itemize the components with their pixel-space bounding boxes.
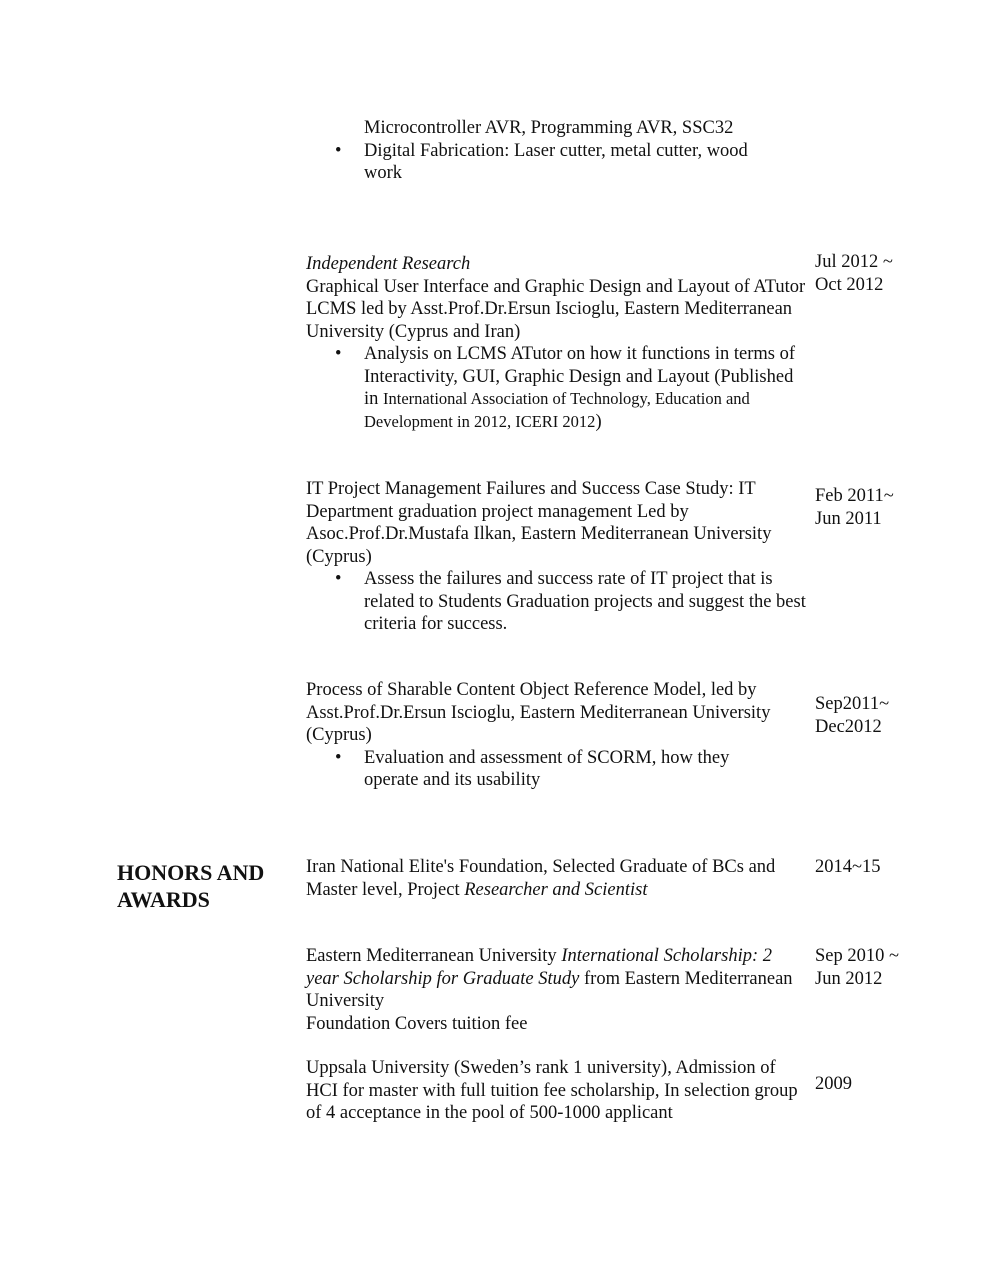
list-item: • Analysis on LCMS ATutor on how it functions in terms of Interactivity, GUI, Graphic Design and Layout (Published in International Association of Technology, Education and Development in 2012, ICERI 2012) — [335, 344, 796, 432]
research-entry — [306, 478, 806, 636]
entry-date: Sep 2010 ~ Jun 2012 — [815, 946, 900, 989]
entry-date: Feb 2011~ Jun 2011 — [815, 486, 894, 529]
award-entry: Uppsala University (Sweden’s rank 1 university), Admission of HCI for master with full tuition fee scholarship, In selection group of 4 acceptance in the pool of 500-1000 applicant — [306, 1058, 798, 1123]
continued-skills-block — [306, 117, 806, 185]
section-heading-honors: HONORS AND AWARDS — [117, 860, 265, 912]
research-entry — [306, 679, 806, 792]
entry-category: Independent Research — [306, 254, 471, 274]
list-item: • Assess the failures and success rate of IT project that is related to Students Graduation projects and suggest the best criteria for success. — [335, 569, 806, 634]
entry-title: IT Project Management Failures and Success Case Study: IT Department graduation project management Led by Asoc.Prof.Dr.Mustafa Ilkan, Eastern Mediterranean University (Cyprus) — [306, 479, 772, 567]
entry-title: Process of Sharable Content Object Reference Model, led by Asst.Prof.Dr.Ersun Iscioglu, Eastern Mediterranean University (Cyprus) — [306, 680, 771, 745]
entry-date: 2014~15 — [815, 857, 881, 877]
continued-line: Microcontroller AVR, Programming AVR, SSC32 — [364, 118, 734, 138]
bullet-icon: • — [335, 569, 342, 589]
entry-date: Sep2011~ Dec2012 — [815, 694, 890, 737]
award-entry: Eastern Mediterranean University International Scholarship: 2 year Scholarship for Graduate Study from Eastern Mediterranean University Foundation Covers tuition fee — [306, 946, 793, 1034]
entry-date: Jul 2012 ~ Oct 2012 — [815, 252, 893, 295]
award-entry: Iran National Elite's Foundation, Selected Graduate of BCs and Master level, Project Researcher and Scientist — [306, 857, 776, 900]
bullet-icon: • — [335, 344, 342, 364]
entry-title: Graphical User Interface and Graphic Design and Layout of ATutor LCMS led by Asst.Prof.Dr.Ersun Iscioglu, Eastern Mediterranean University (Cyprus and Iran) — [306, 276, 806, 342]
research-entry — [306, 253, 806, 433]
entry-date: 2009 — [815, 1074, 852, 1094]
list-item: • Digital Fabrication: Laser cutter, metal cutter, wood work — [335, 140, 748, 183]
list-item: • Evaluation and assessment of SCORM, how they operate and its usability — [335, 747, 730, 790]
bullet-icon: • — [335, 747, 342, 768]
bullet-icon: • — [335, 140, 342, 161]
